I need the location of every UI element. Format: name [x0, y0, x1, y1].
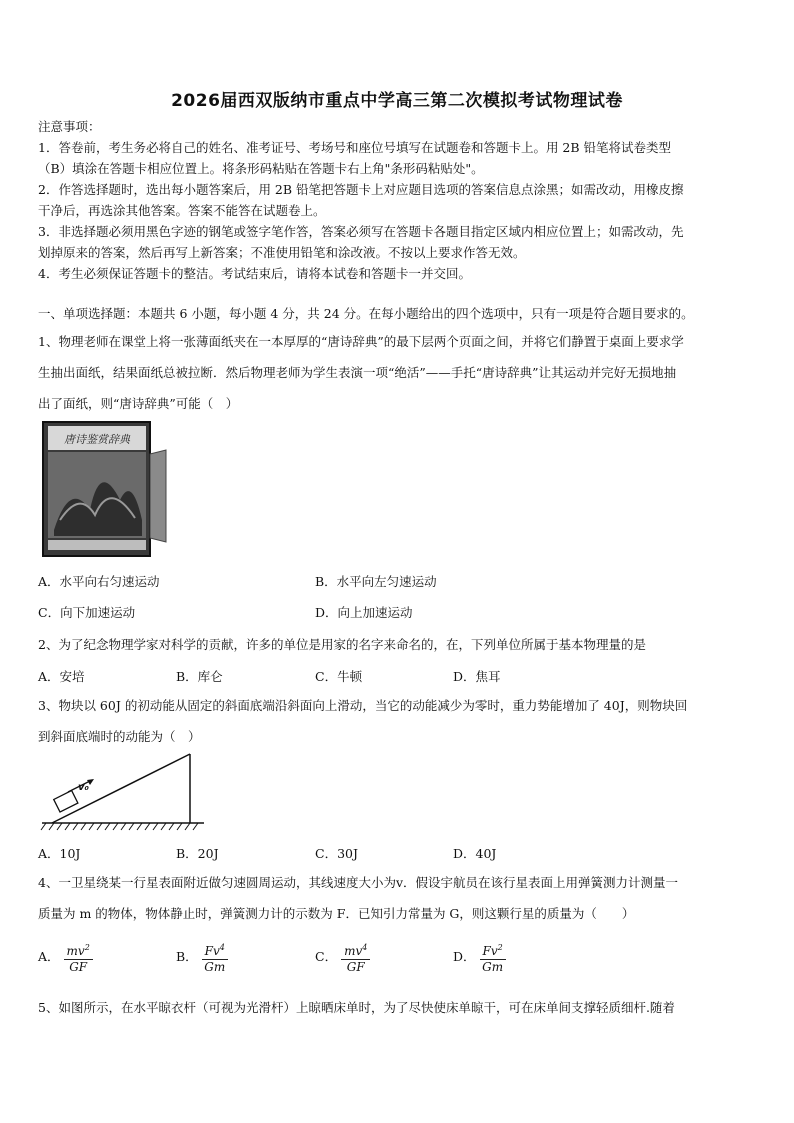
notice-line-4: 干净后，再选涂其他答案。答案不能答在试题卷上。 — [38, 203, 326, 218]
q4-c-denominator: GF — [346, 960, 365, 974]
q4-c-numerator: mv — [344, 944, 363, 958]
notice-line-2: （B）填涂在答题卡相应位置上。将条形码粘贴在答题卡右上角"条形码粘贴处"。 — [38, 161, 484, 176]
book-title: 唐诗鉴赏辞典 — [64, 433, 130, 446]
q4-option-b[interactable] — [176, 940, 228, 975]
q2-option-d[interactable]: D．焦耳 — [453, 669, 501, 684]
q2-text: 2、为了纪念物理学家对科学的贡献，许多的单位是用家的名字来命名的，在，下列单位所属于基本物理量的是 — [38, 637, 646, 652]
q4-option-c-formula — [341, 940, 370, 975]
notice-line-3: 2．作答选择题时，选出每小题答案后，用 2B 铅笔把答题卡上对应题目选项的答案信息点涂黑；如需改动，用橡皮擦 — [38, 182, 684, 197]
q3-option-a[interactable]: A．10J — [38, 846, 81, 861]
q3-option-b[interactable]: B．20J — [176, 846, 219, 861]
q4-option-a-formula — [64, 940, 93, 975]
q4-a-exponent: 2 — [84, 943, 90, 952]
q4-option-d[interactable] — [453, 940, 506, 975]
q4-d-denominator: Gm — [482, 960, 504, 974]
q3-line-1: 3、物块以 60J 的初动能从固定的斜面底端沿斜面向上滑动，当它的动能减少为零时，重力势能增加了 40J，则物块回 — [38, 698, 688, 713]
section-heading: 一、单项选择题：本题共 6 小题，每小题 4 分，共 24 分。在每小题给出的四个选项中，只有一项是符合题目要求的。 — [38, 306, 694, 321]
q1-option-b[interactable]: B．水平向左匀速运动 — [315, 574, 437, 589]
q4-d-exponent: 2 — [497, 943, 503, 952]
q3-option-c[interactable]: C．30J — [315, 846, 358, 861]
q3-line-2: 到斜面底端时的动能为（ ） — [38, 729, 201, 744]
notice-line-6: 划掉原来的答案，然后再写上新答案；不准使用铅笔和涂改液。不按以上要求作答无效。 — [38, 245, 526, 260]
q4-a-denominator: GF — [69, 960, 88, 974]
q4-option-d-label: D． — [453, 949, 476, 964]
page-title: 2026届西双版纳市重点中学高三第二次模拟考试物理试卷 — [171, 91, 623, 111]
v0-label: v₀ — [78, 782, 89, 793]
q4-a-numerator: mv — [66, 944, 85, 958]
q4-d-numerator: Fv — [482, 944, 498, 958]
q2-option-b[interactable]: B．库仑 — [176, 669, 223, 684]
q1-option-c[interactable]: C．向下加速运动 — [38, 605, 136, 620]
q4-option-d-formula — [480, 940, 506, 975]
q4-option-c-label: C． — [315, 949, 338, 964]
book-figure — [40, 420, 180, 560]
notice-heading: 注意事项： — [38, 119, 101, 134]
q4-option-b-label: B． — [176, 949, 198, 964]
notice-line-7: 4．考生必须保证答题卡的整洁。考试结束后，请将本试卷和答题卡一并交回。 — [38, 266, 471, 281]
q1-option-a[interactable]: A．水平向右匀速运动 — [38, 574, 160, 589]
notice-line-1: 1．答卷前，考生务必将自己的姓名、准考证号、考场号和座位号填写在试题卷和答题卡上。用 2B 铅笔将试卷类型 — [38, 140, 672, 155]
q4-option-c[interactable] — [315, 940, 370, 975]
q4-c-exponent: 4 — [362, 943, 368, 952]
q2-option-a[interactable]: A．安培 — [38, 669, 85, 684]
q1-line-2: 生抽出面纸，结果面纸总被拉断．然后物理老师为学生表演一项“绝活”——手托“唐诗辞典”让其运动并完好无损地抽 — [38, 365, 677, 380]
q4-b-exponent: 4 — [219, 943, 225, 952]
q4-option-b-formula — [202, 940, 228, 975]
incline-figure — [38, 750, 213, 835]
q2-option-c[interactable]: C．牛顿 — [315, 669, 363, 684]
q4-b-denominator: Gm — [204, 960, 226, 974]
q1-option-d[interactable]: D．向上加速运动 — [315, 605, 413, 620]
q4-b-numerator: Fv — [204, 944, 220, 958]
q3-option-d[interactable]: D．40J — [453, 846, 497, 861]
q4-option-a[interactable] — [38, 940, 93, 975]
q4-line-2: 质量为 m 的物体，物体静止时，弹簧测力计的示数为 F．已知引力常量为 G，则这颗行星的质量为（ ） — [38, 906, 635, 921]
q4-line-1: 4、一卫星绕某一行星表面附近做匀速圆周运动，其线速度大小为v．假设宇航员在该行星表面上用弹簧测力计测量一 — [38, 875, 679, 890]
q1-line-1: 1、物理老师在课堂上将一张薄面纸夹在一本厚厚的“唐诗辞典”的最下层两个页面之间，并将它们静置于桌面上要求学 — [38, 334, 684, 349]
q5-text: 5、如图所示，在水平晾衣杆（可视为光滑杆）上晾晒床单时，为了尽快使床单晾干，可在床单间支撑轻质细杆.随着 — [38, 1000, 675, 1015]
q1-line-3: 出了面纸，则“唐诗辞典”可能（ ） — [38, 396, 239, 411]
notice-line-5: 3．非选择题必须用黑色字迹的钢笔或签字笔作答，答案必须写在答题卡各题目指定区域内相应位置上；如需改动，先 — [38, 224, 684, 239]
q4-option-a-label: A． — [38, 949, 60, 964]
